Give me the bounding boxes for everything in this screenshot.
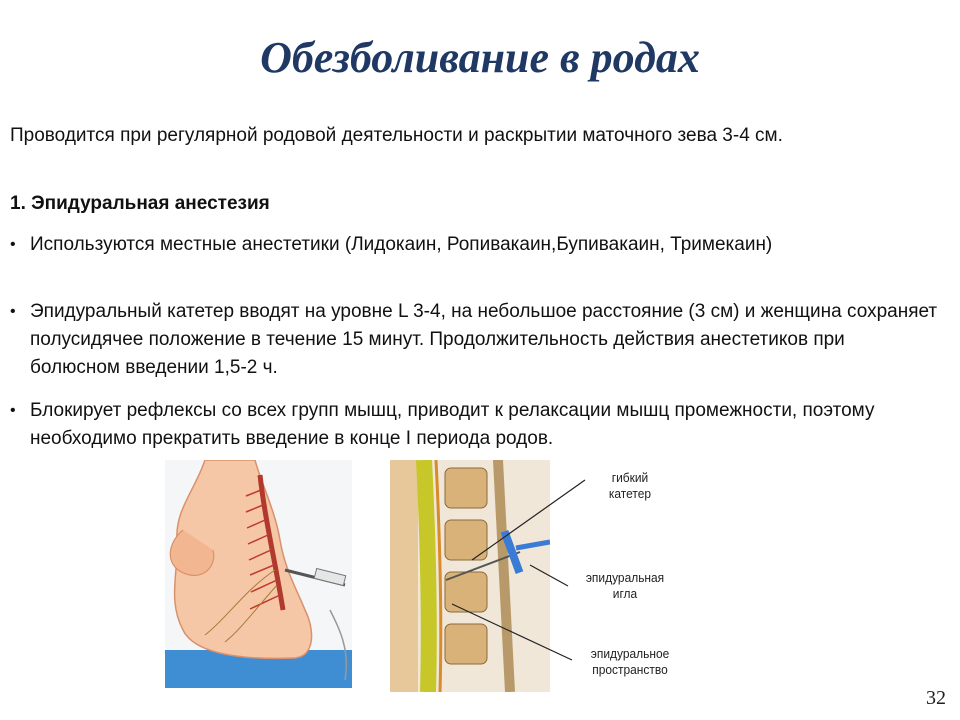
bullet-item	[10, 397, 940, 453]
catheter-label: гибкий катетер	[608, 470, 652, 501]
bullet-glyph: •	[10, 303, 16, 320]
page-number: 32	[926, 687, 946, 709]
bullet-text: Эпидуральный катетер вводят на уровне L 3-4, на небольшое расстояние (3 см) и женщина сохраняет полусидячее положение в течение 15 минут. Продолжительность действия анестетиков при болюсном введении 1,5-2 ч.	[30, 301, 938, 378]
bullet-glyph: •	[10, 402, 16, 419]
bullet-glyph: •	[10, 236, 16, 253]
bullet-text: Блокирует рефлексы со всех групп мышц, приводит к релаксации мышц промежности, поэтому необходимо прекратить введение в конце I периода родов.	[30, 400, 875, 449]
bullet-item	[10, 231, 940, 259]
intro-paragraph: Проводится при регулярной родовой деятельности и раскрытии маточного зева 3-4 см.	[10, 125, 783, 146]
section-heading: 1. Эпидуральная анестезия	[10, 193, 270, 214]
needle-label: эпидуральная игла	[585, 570, 665, 601]
epidural-space-label: эпидуральное пространство	[590, 646, 670, 677]
pregnant-woman-illustration	[165, 460, 352, 688]
bullet-item	[10, 298, 940, 382]
epidural-spine-illustration	[390, 460, 550, 692]
bullet-text: Используются местные анестетики (Лидокаин, Ропивакаин,Бупивакаин, Тримекаин)	[30, 234, 773, 255]
slide-title: Обезболивание в родах	[260, 33, 700, 82]
